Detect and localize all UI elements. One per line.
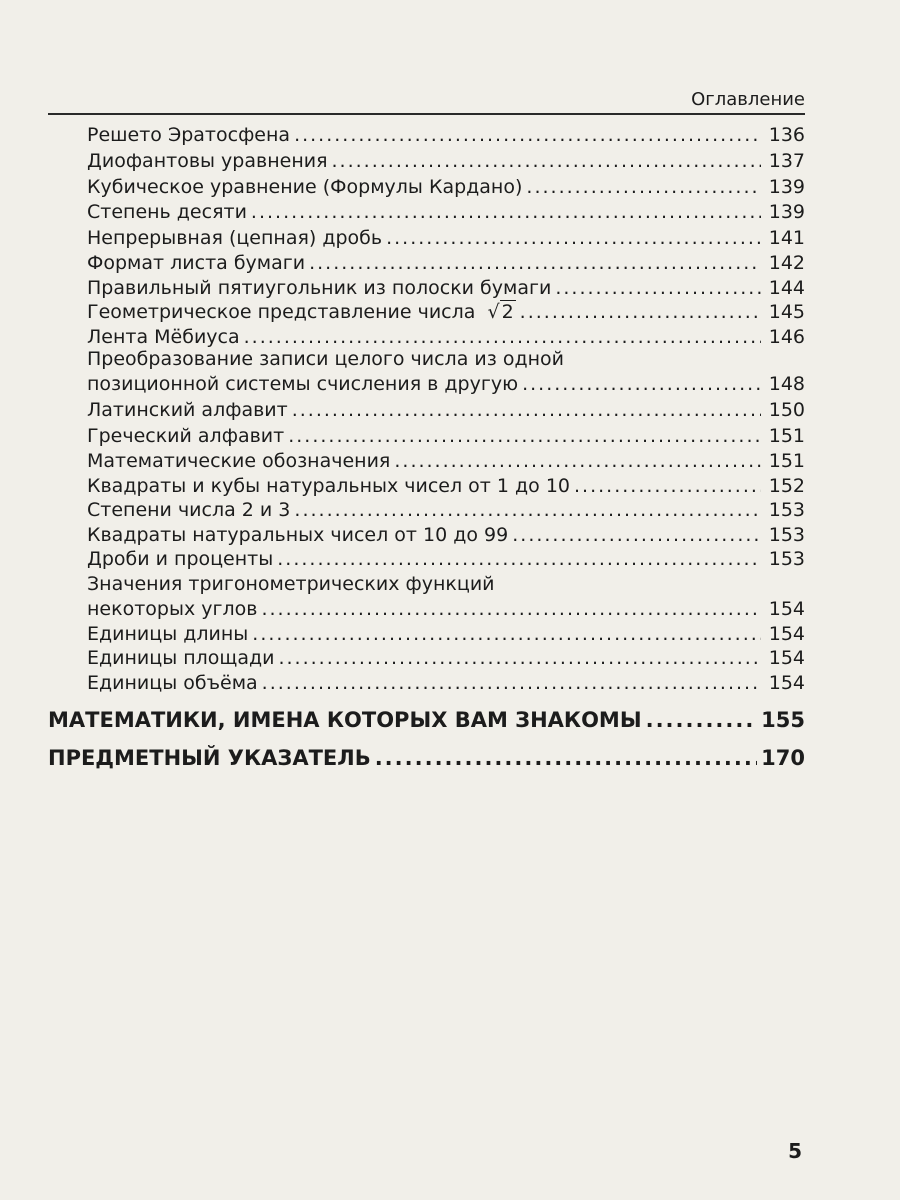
leader-dots <box>288 425 761 447</box>
toc-entry-page: 146 <box>768 326 805 348</box>
leader-dots <box>277 548 761 570</box>
toc-entry-title[interactable]: Преобразование записи целого числа из одной <box>87 348 565 370</box>
toc-section[interactable] <box>48 708 805 732</box>
toc-entry-title: Единицы длины <box>87 623 249 645</box>
leader-dots <box>574 475 761 497</box>
toc-entry-page: 139 <box>768 201 805 223</box>
toc-entry-title: Непрерывная (цепная) дробь <box>87 227 383 249</box>
leader-dots <box>251 201 761 223</box>
toc-entry-title: Степень десяти <box>87 201 247 223</box>
leader-dots <box>386 227 761 249</box>
toc-entry-title: Правильный пятиугольник из полоски бумаги <box>87 277 552 299</box>
toc-entry-page: 154 <box>768 672 805 694</box>
toc-entry-title[interactable]: Значения тригонометрических функций <box>87 573 495 595</box>
toc-entry-title: Лента Мёбиуса <box>87 326 240 348</box>
toc-entry-page: 152 <box>768 475 805 497</box>
toc-entry[interactable] <box>87 227 805 249</box>
toc-entry-page: 154 <box>768 598 805 620</box>
leader-dots <box>292 399 761 421</box>
toc-entry-title: Степени числа 2 и 3 <box>87 499 291 521</box>
square-root-symbol: √ 2 <box>487 301 514 323</box>
toc-entry[interactable] <box>87 176 805 198</box>
leader-dots <box>512 524 761 546</box>
toc-entry-title: Квадраты натуральных чисел от 10 до 99 <box>87 524 509 546</box>
toc-entry-page: 148 <box>768 373 805 395</box>
toc-entry-title: Формат листа бумаги <box>87 252 306 274</box>
toc-entry-page: 154 <box>768 623 805 645</box>
toc-entry-title: Геометрическое представление числа <box>87 301 476 323</box>
toc-section[interactable] <box>48 746 805 770</box>
toc-entry[interactable] <box>87 524 805 546</box>
toc-entry[interactable] <box>87 326 805 348</box>
leader-dots <box>394 450 761 472</box>
toc-entry-title: Диофантовы уравнения <box>87 150 328 172</box>
toc-section-page: 155 <box>761 708 805 732</box>
running-header <box>48 87 805 115</box>
leader-dots <box>294 499 761 521</box>
radicand: 2 <box>501 301 514 323</box>
toc-entry-page: 151 <box>768 425 805 447</box>
toc-entry-title: Кубическое уравнение (Формулы Кардано) <box>87 176 523 198</box>
toc-entry-page: 141 <box>768 227 805 249</box>
leader-dots <box>375 746 757 770</box>
toc-entry-title: Решето Эратосфена <box>87 124 291 146</box>
toc-entry-title: Единицы площади <box>87 647 275 669</box>
leader-dots <box>252 623 761 645</box>
leader-dots <box>294 124 761 146</box>
toc-entry-title: Математические обозначения <box>87 450 391 472</box>
toc-entry[interactable] <box>87 373 805 395</box>
toc-section-title: ПРЕДМЕТНЫЙ УКАЗАТЕЛЬ <box>48 746 371 770</box>
toc-entry[interactable] <box>87 598 805 620</box>
toc-entry-title-continuation: некоторых углов <box>87 598 258 620</box>
toc-entry[interactable] <box>87 672 805 694</box>
leader-dots <box>332 150 761 172</box>
toc-entry-page: 145 <box>768 301 805 323</box>
running-header-title: Оглавление <box>691 89 805 110</box>
toc-entry-title: Латинский алфавит <box>87 399 288 421</box>
toc-entry[interactable] <box>87 548 805 570</box>
toc-entry[interactable] <box>87 252 805 274</box>
leader-dots <box>526 176 761 198</box>
toc-entry-title-continuation: позиционной системы счисления в другую <box>87 373 519 395</box>
toc-entry[interactable] <box>87 124 805 146</box>
toc-entry-page: 151 <box>768 450 805 472</box>
toc-entry[interactable] <box>87 399 805 421</box>
toc-entry-page: 136 <box>768 124 805 146</box>
toc-entry-title: Греческий алфавит <box>87 425 285 447</box>
toc-entry-page: 142 <box>768 252 805 274</box>
leader-dots <box>522 373 761 395</box>
toc-entry-page: 153 <box>768 524 805 546</box>
toc-entry-title: Квадраты и кубы натуральных чисел от 1 до 10 <box>87 475 571 497</box>
page-number: 5 <box>788 1139 802 1163</box>
leader-dots <box>520 301 761 323</box>
toc-entry-page: 150 <box>768 399 805 421</box>
toc-entry[interactable] <box>87 499 805 521</box>
toc-entry[interactable] <box>87 425 805 447</box>
toc-entry[interactable] <box>87 277 805 299</box>
toc-entry[interactable] <box>87 647 805 669</box>
leader-dots <box>278 647 761 669</box>
toc-entry-title: Дроби и проценты <box>87 548 274 570</box>
toc-entry[interactable] <box>87 450 805 472</box>
toc-entry-page: 153 <box>768 548 805 570</box>
leader-dots <box>244 326 761 348</box>
leader-dots <box>261 598 761 620</box>
toc-entry[interactable] <box>87 623 805 645</box>
toc-entry[interactable] <box>87 201 805 223</box>
toc-entry-page: 154 <box>768 647 805 669</box>
leader-dots <box>646 708 758 732</box>
toc-entry[interactable] <box>87 301 805 323</box>
leader-dots <box>309 252 761 274</box>
toc-section-page: 170 <box>761 746 805 770</box>
toc-entry-page: 137 <box>768 150 805 172</box>
toc-entry[interactable] <box>87 475 805 497</box>
toc-entry-page: 144 <box>768 277 805 299</box>
toc-section-title: МАТЕМАТИКИ, ИМЕНА КОТОРЫХ ВАМ ЗНАКОМЫ <box>48 708 642 732</box>
toc-entry-page: 139 <box>768 176 805 198</box>
leader-dots <box>262 672 761 694</box>
toc-entry[interactable] <box>87 150 805 172</box>
leader-dots <box>555 277 761 299</box>
toc-entry-page: 153 <box>768 499 805 521</box>
toc-entry-title: Единицы объёма <box>87 672 258 694</box>
